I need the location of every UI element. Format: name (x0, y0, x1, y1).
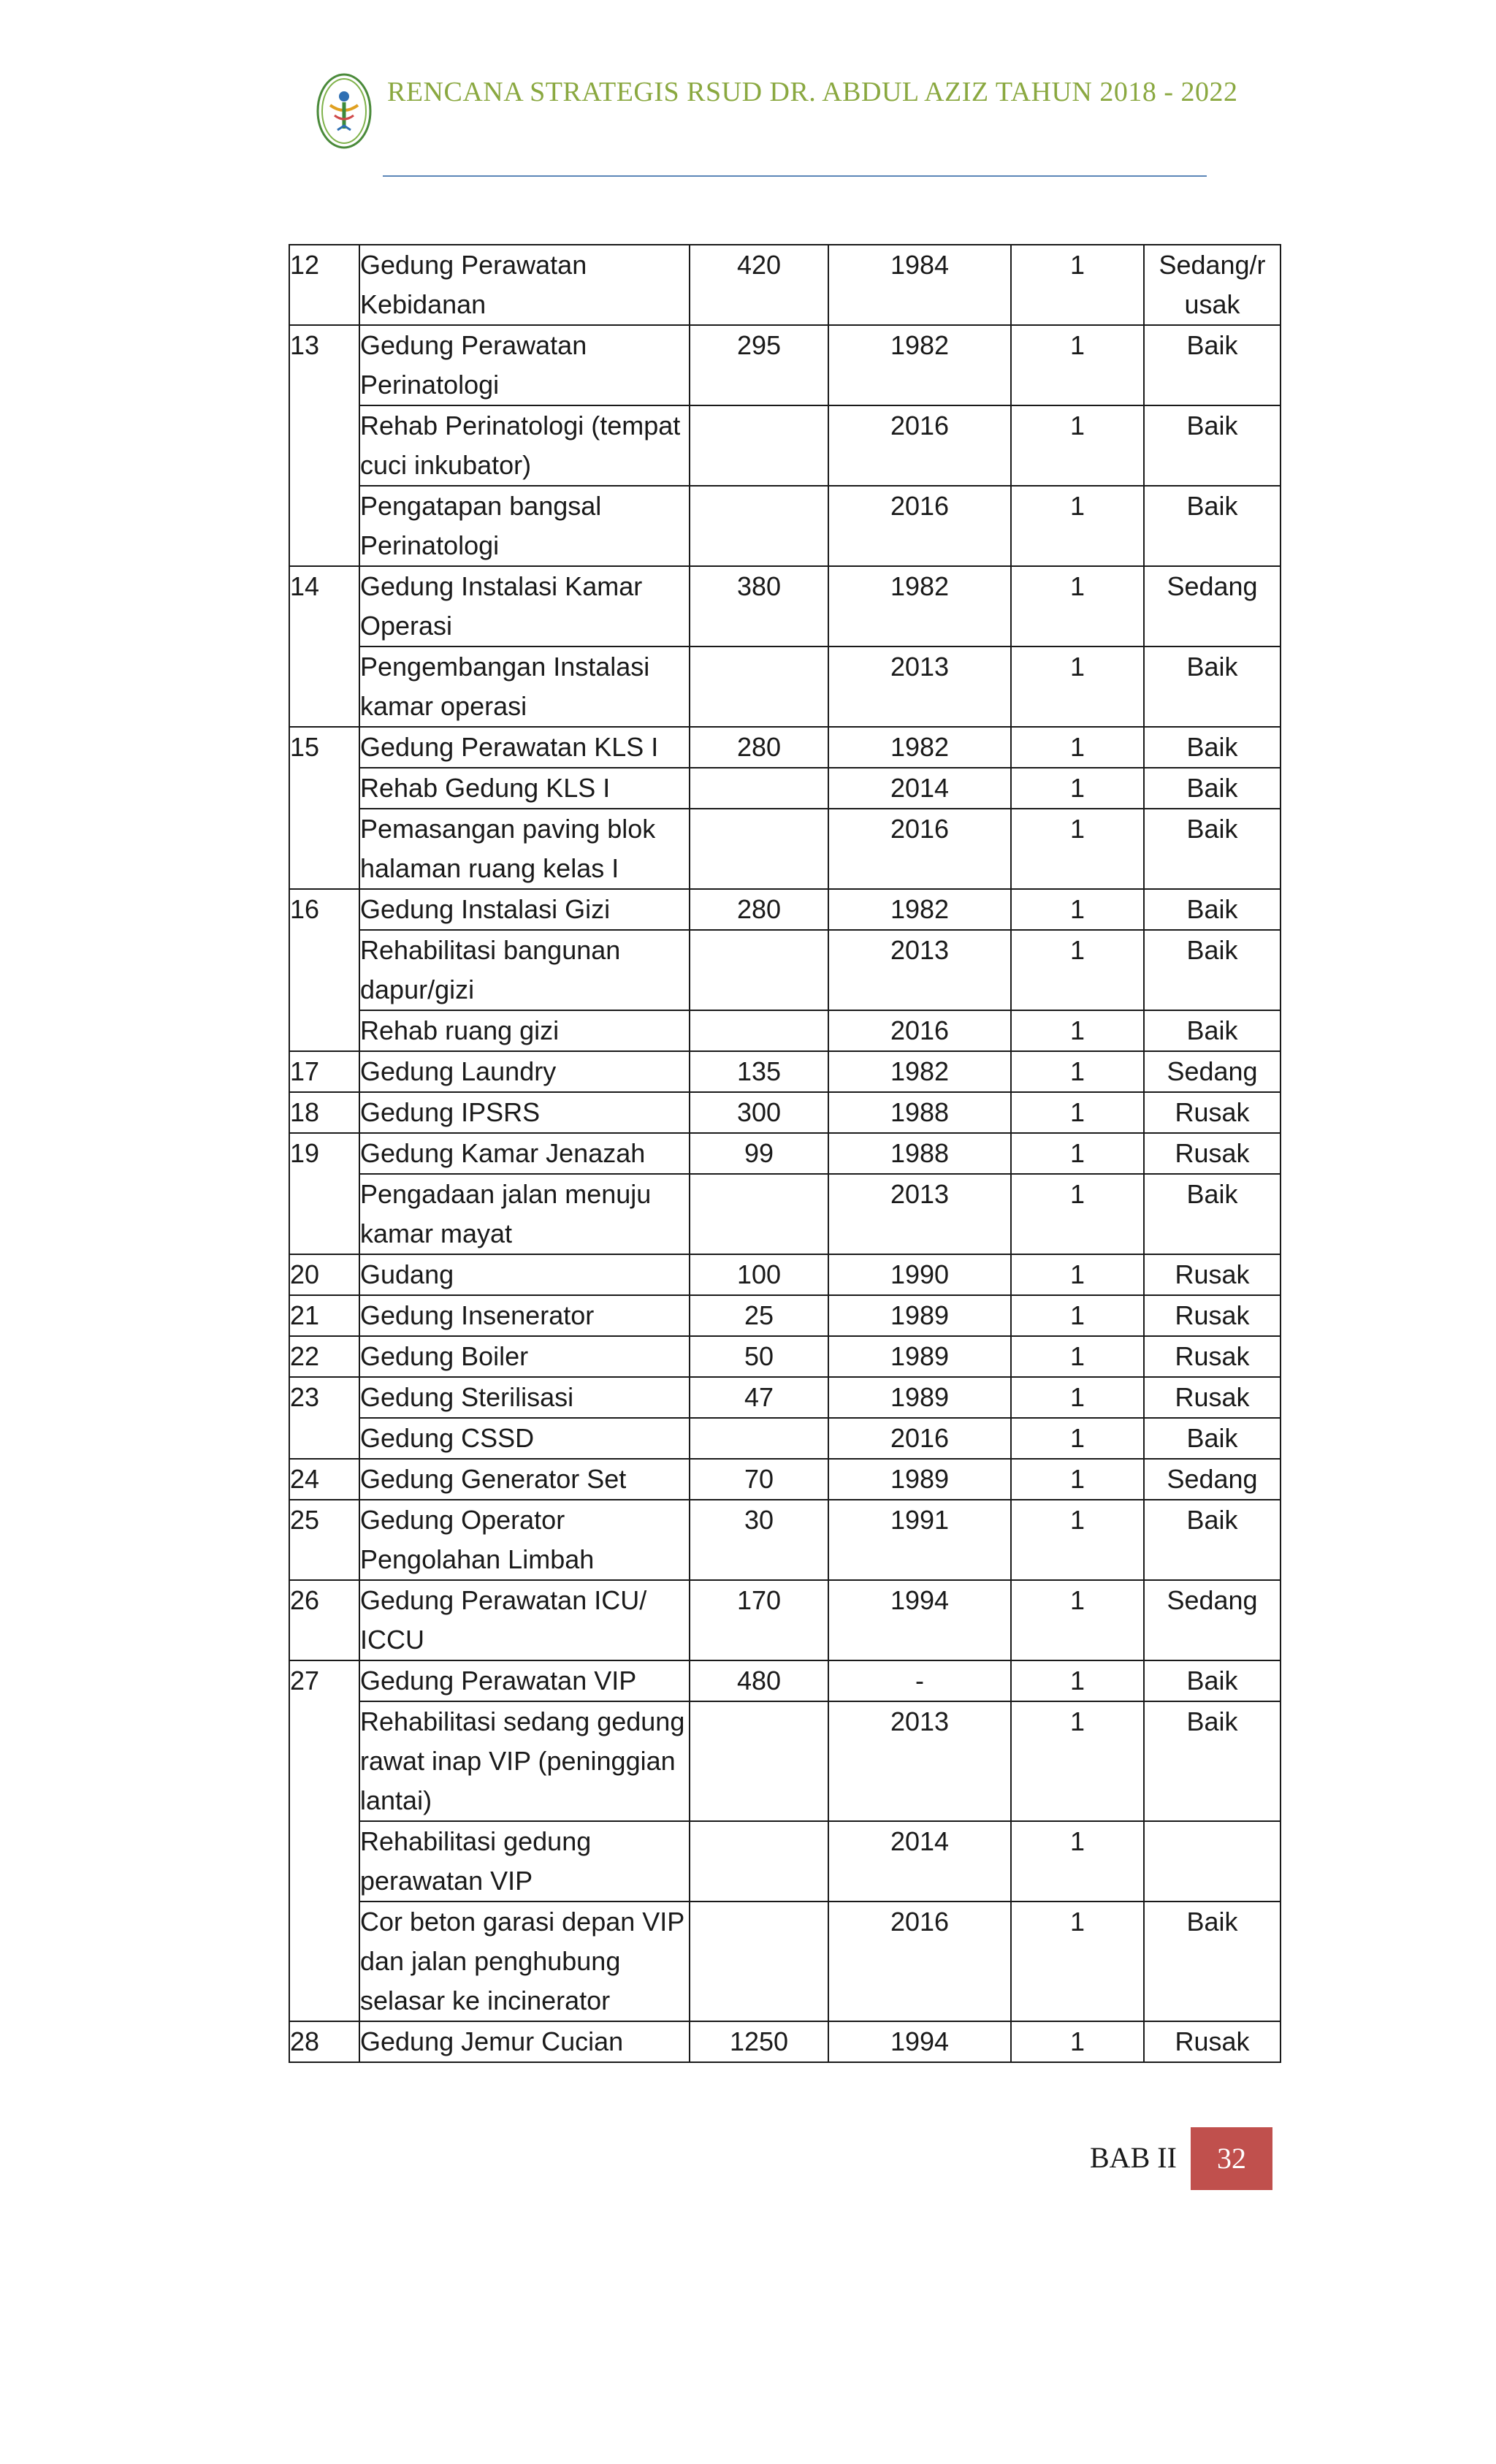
building-name-cell: Gedung Instalasi Gizi (359, 889, 690, 930)
condition-cell: Baik (1144, 1902, 1281, 2021)
year-cell: 1988 (828, 1092, 1011, 1133)
table-row (289, 1580, 1281, 1660)
table-row (289, 1660, 1281, 1701)
table-row (289, 930, 1281, 1010)
quantity-cell: 1 (1011, 486, 1144, 566)
row-number-cell: 18 (289, 1092, 359, 1133)
area-cell: 170 (690, 1580, 828, 1660)
year-cell: 1982 (828, 1051, 1011, 1092)
quantity-cell: 1 (1011, 889, 1144, 930)
year-cell: 1982 (828, 727, 1011, 768)
building-assets-table (289, 244, 1281, 2063)
table-row (289, 1092, 1281, 1133)
condition-cell: Baik (1144, 1701, 1281, 1821)
quantity-cell: 1 (1011, 768, 1144, 809)
area-cell: 420 (690, 245, 828, 325)
row-number-cell: 19 (289, 1133, 359, 1254)
condition-cell: Baik (1144, 1418, 1281, 1459)
table-row (289, 2021, 1281, 2062)
row-number-cell: 14 (289, 566, 359, 727)
year-cell: 2013 (828, 1174, 1011, 1254)
year-cell: 2016 (828, 809, 1011, 889)
quantity-cell: 1 (1011, 1133, 1144, 1174)
table-row (289, 1377, 1281, 1418)
year-cell: 1984 (828, 245, 1011, 325)
quantity-cell: 1 (1011, 727, 1144, 768)
year-cell: 1982 (828, 889, 1011, 930)
row-number-cell: 12 (289, 245, 359, 325)
year-cell: 1994 (828, 1580, 1011, 1660)
area-cell: 70 (690, 1459, 828, 1500)
year-cell: - (828, 1660, 1011, 1701)
quantity-cell: 1 (1011, 1902, 1144, 2021)
year-cell: 2016 (828, 405, 1011, 486)
row-number-cell: 22 (289, 1336, 359, 1377)
year-cell: 2016 (828, 1010, 1011, 1051)
condition-cell: Baik (1144, 646, 1281, 727)
building-name-cell: Gedung Instalasi Kamar Operasi (359, 566, 690, 646)
row-number-cell: 15 (289, 727, 359, 889)
condition-cell (1144, 1821, 1281, 1902)
area-cell (690, 1902, 828, 2021)
building-name-cell: Gedung Perawatan ICU/ ICCU (359, 1580, 690, 1660)
table-row (289, 809, 1281, 889)
building-name-cell: Rehab ruang gizi (359, 1010, 690, 1051)
quantity-cell: 1 (1011, 1010, 1144, 1051)
building-name-cell: Gedung Laundry (359, 1051, 690, 1092)
table-row (289, 768, 1281, 809)
building-name-cell: Rehab Perinatologi (tempat cuci inkubator) (359, 405, 690, 486)
condition-cell: Baik (1144, 1010, 1281, 1051)
year-cell: 2013 (828, 646, 1011, 727)
condition-cell: Baik (1144, 889, 1281, 930)
building-name-cell: Gedung Perawatan Perinatologi (359, 325, 690, 405)
area-cell: 1250 (690, 2021, 828, 2062)
condition-cell: Baik (1144, 1174, 1281, 1254)
condition-cell: Sedang (1144, 566, 1281, 646)
table-row (289, 486, 1281, 566)
building-name-cell: Gedung Operator Pengolahan Limbah (359, 1500, 690, 1580)
building-name-cell: Rehab Gedung KLS I (359, 768, 690, 809)
building-name-cell: Pengatapan bangsal Perinatologi (359, 486, 690, 566)
condition-cell: Baik (1144, 1500, 1281, 1580)
year-cell: 1994 (828, 2021, 1011, 2062)
area-cell (690, 486, 828, 566)
condition-cell: Baik (1144, 1660, 1281, 1701)
condition-cell: Baik (1144, 405, 1281, 486)
year-cell: 2014 (828, 768, 1011, 809)
area-cell: 99 (690, 1133, 828, 1174)
condition-cell: Rusak (1144, 1295, 1281, 1336)
condition-cell: Sedang/r usak (1144, 245, 1281, 325)
building-name-cell: Gedung Sterilisasi (359, 1377, 690, 1418)
quantity-cell: 1 (1011, 1459, 1144, 1500)
table-row (289, 1174, 1281, 1254)
year-cell: 1982 (828, 566, 1011, 646)
quantity-cell: 1 (1011, 1336, 1144, 1377)
area-cell (690, 930, 828, 1010)
area-cell (690, 1821, 828, 1902)
quantity-cell: 1 (1011, 1701, 1144, 1821)
table-row (289, 1821, 1281, 1902)
area-cell: 30 (690, 1500, 828, 1580)
table-row (289, 566, 1281, 646)
area-cell: 295 (690, 325, 828, 405)
building-name-cell: Gedung Generator Set (359, 1459, 690, 1500)
quantity-cell: 1 (1011, 930, 1144, 1010)
row-number-cell: 24 (289, 1459, 359, 1500)
area-cell: 47 (690, 1377, 828, 1418)
condition-cell: Baik (1144, 768, 1281, 809)
quantity-cell: 1 (1011, 1580, 1144, 1660)
condition-cell: Sedang (1144, 1051, 1281, 1092)
row-number-cell: 17 (289, 1051, 359, 1092)
quantity-cell: 1 (1011, 1174, 1144, 1254)
year-cell: 1982 (828, 325, 1011, 405)
row-number-cell: 21 (289, 1295, 359, 1336)
condition-cell: Baik (1144, 930, 1281, 1010)
condition-cell: Rusak (1144, 1092, 1281, 1133)
building-name-cell: Gedung Jemur Cucian (359, 2021, 690, 2062)
table-row (289, 1133, 1281, 1174)
area-cell: 280 (690, 727, 828, 768)
row-number-cell: 28 (289, 2021, 359, 2062)
condition-cell: Baik (1144, 325, 1281, 405)
building-name-cell: Gedung Kamar Jenazah (359, 1133, 690, 1174)
row-number-cell: 16 (289, 889, 359, 1051)
quantity-cell: 1 (1011, 1821, 1144, 1902)
hospital-logo-icon (316, 72, 373, 150)
quantity-cell: 1 (1011, 1295, 1144, 1336)
table-row (289, 1902, 1281, 2021)
condition-cell: Rusak (1144, 2021, 1281, 2062)
table-row (289, 727, 1281, 768)
area-cell: 135 (690, 1051, 828, 1092)
area-cell (690, 1701, 828, 1821)
quantity-cell: 1 (1011, 1092, 1144, 1133)
area-cell (690, 1174, 828, 1254)
building-name-cell: Pengembangan Instalasi kamar operasi (359, 646, 690, 727)
year-cell: 1991 (828, 1500, 1011, 1580)
year-cell: 2016 (828, 1902, 1011, 2021)
building-name-cell: Gedung IPSRS (359, 1092, 690, 1133)
year-cell: 2013 (828, 930, 1011, 1010)
area-cell (690, 768, 828, 809)
year-cell: 2016 (828, 1418, 1011, 1459)
table-row (289, 646, 1281, 727)
year-cell: 1989 (828, 1336, 1011, 1377)
building-name-cell: Rehabilitasi sedang gedung rawat inap VIP (peninggian lantai) (359, 1701, 690, 1821)
quantity-cell: 1 (1011, 245, 1144, 325)
table-row (289, 1010, 1281, 1051)
year-cell: 1989 (828, 1459, 1011, 1500)
row-number-cell: 20 (289, 1254, 359, 1295)
condition-cell: Sedang (1144, 1459, 1281, 1500)
area-cell (690, 646, 828, 727)
table-row (289, 1701, 1281, 1821)
area-cell: 25 (690, 1295, 828, 1336)
year-cell: 1990 (828, 1254, 1011, 1295)
quantity-cell: 1 (1011, 325, 1144, 405)
table-row (289, 245, 1281, 325)
quantity-cell: 1 (1011, 566, 1144, 646)
condition-cell: Rusak (1144, 1336, 1281, 1377)
building-name-cell: Gudang (359, 1254, 690, 1295)
row-number-cell: 27 (289, 1660, 359, 2021)
table-row (289, 405, 1281, 486)
header-divider (383, 175, 1207, 177)
condition-cell: Baik (1144, 486, 1281, 566)
area-cell: 100 (690, 1254, 828, 1295)
quantity-cell: 1 (1011, 2021, 1144, 2062)
row-number-cell: 25 (289, 1500, 359, 1580)
condition-cell: Rusak (1144, 1133, 1281, 1174)
page-number-badge: 32 (1191, 2127, 1272, 2190)
building-name-cell: Pemasangan paving blok halaman ruang kelas I (359, 809, 690, 889)
building-name-cell: Pengadaan jalan menuju kamar mayat (359, 1174, 690, 1254)
area-cell (690, 809, 828, 889)
building-name-cell: Gedung Insenerator (359, 1295, 690, 1336)
area-cell: 280 (690, 889, 828, 930)
table-row (289, 1459, 1281, 1500)
table-row (289, 1254, 1281, 1295)
quantity-cell: 1 (1011, 1500, 1144, 1580)
area-cell: 480 (690, 1660, 828, 1701)
quantity-cell: 1 (1011, 1254, 1144, 1295)
table-row (289, 889, 1281, 930)
quantity-cell: 1 (1011, 809, 1144, 889)
building-name-cell: Rehabilitasi bangunan dapur/gizi (359, 930, 690, 1010)
building-name-cell: Gedung Perawatan Kebidanan (359, 245, 690, 325)
area-cell: 300 (690, 1092, 828, 1133)
year-cell: 1988 (828, 1133, 1011, 1174)
year-cell: 2016 (828, 486, 1011, 566)
condition-cell: Baik (1144, 727, 1281, 768)
building-name-cell: Gedung Perawatan KLS I (359, 727, 690, 768)
building-name-cell: Gedung Perawatan VIP (359, 1660, 690, 1701)
area-cell: 380 (690, 566, 828, 646)
table-row (289, 1051, 1281, 1092)
row-number-cell: 23 (289, 1377, 359, 1459)
table-row (289, 1500, 1281, 1580)
area-cell (690, 405, 828, 486)
condition-cell: Baik (1144, 809, 1281, 889)
year-cell: 2014 (828, 1821, 1011, 1902)
building-name-cell: Gedung Boiler (359, 1336, 690, 1377)
table-row (289, 325, 1281, 405)
building-name-cell: Cor beton garasi depan VIP dan jalan penghubung selasar ke incinerator (359, 1902, 690, 2021)
condition-cell: Rusak (1144, 1377, 1281, 1418)
building-name-cell: Gedung CSSD (359, 1418, 690, 1459)
quantity-cell: 1 (1011, 1377, 1144, 1418)
quantity-cell: 1 (1011, 1051, 1144, 1092)
quantity-cell: 1 (1011, 1660, 1144, 1701)
quantity-cell: 1 (1011, 646, 1144, 727)
chapter-label: BAB II (1090, 2141, 1177, 2174)
building-name-cell: Rehabilitasi gedung perawatan VIP (359, 1821, 690, 1902)
year-cell: 2013 (828, 1701, 1011, 1821)
area-cell: 50 (690, 1336, 828, 1377)
table-row (289, 1295, 1281, 1336)
year-cell: 1989 (828, 1377, 1011, 1418)
row-number-cell: 26 (289, 1580, 359, 1660)
area-cell (690, 1418, 828, 1459)
condition-cell: Sedang (1144, 1580, 1281, 1660)
table-row (289, 1336, 1281, 1377)
document-header-title: RENCANA STRATEGIS RSUD DR. ABDUL AZIZ TAHUN 2018 - 2022 (387, 77, 1238, 107)
row-number-cell: 13 (289, 325, 359, 566)
condition-cell: Rusak (1144, 1254, 1281, 1295)
year-cell: 1989 (828, 1295, 1011, 1336)
quantity-cell: 1 (1011, 1418, 1144, 1459)
area-cell (690, 1010, 828, 1051)
table-row (289, 1418, 1281, 1459)
quantity-cell: 1 (1011, 405, 1144, 486)
